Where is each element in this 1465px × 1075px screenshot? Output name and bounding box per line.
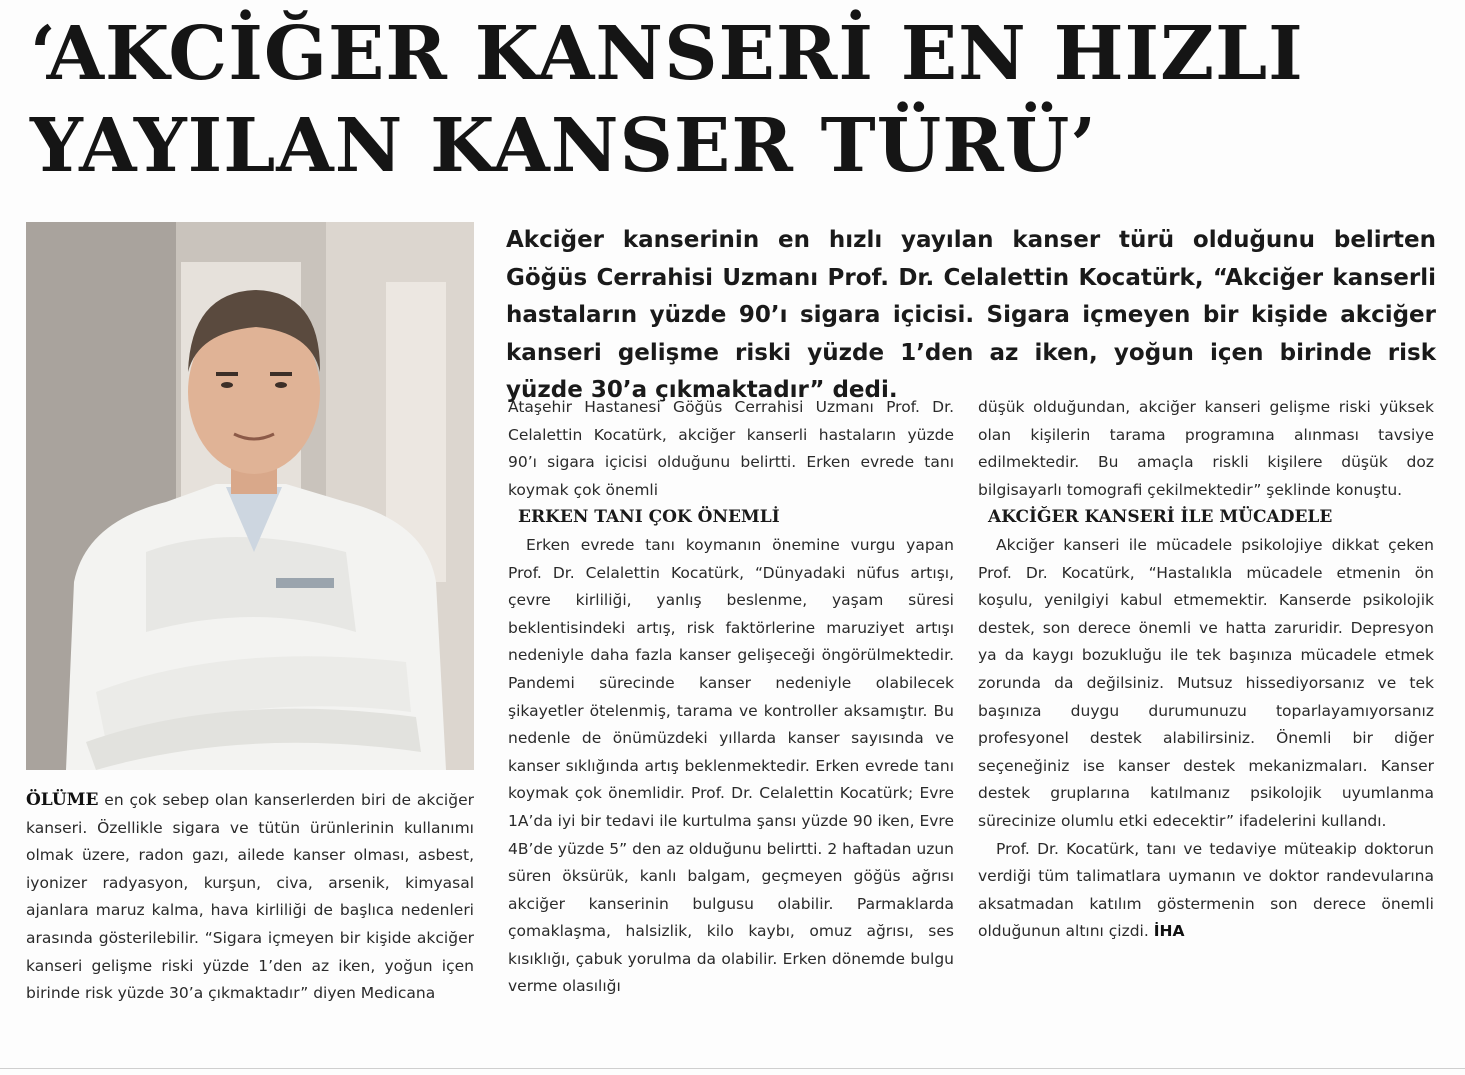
article-column-right (978, 394, 1434, 946)
paragraph: Ataşehir Hastanesi Göğüs Cerrahisi Uzmanı Prof. Dr. Celalettin Kocatürk, akciğer kanserli hastaların yüzde 90’ı sigara içicisi olduğunu belirtti. Erken evrede tanı koymak çok önemli (508, 398, 954, 499)
lead-paragraph: Akciğer kanserinin en hızlı yayılan kanser türü olduğunu belirten Göğüs Cerrahisi Uzmanı Prof. Dr. Celalettin Kocatürk, “Akciğer kanserli hastaların yüzde 90’ı sigara içicisi. Sigara içmeyen bir kişide akciğer kanseri gelişme riski yüzde 1’den az iken, yoğun içen birinde risk yüzde 30’a çıkmaktadır” dedi. (506, 227, 1436, 403)
left-column-text: en çok sebep olan kanserlerden biri de akciğer kanseri. Özellikle sigara ve tütün ürünlerinin kullanımı olmak üzere, radon gazı, ailede kanser olması, asbest, iyonizer radyasyon, kurşun, civa, arsenik, kimyasal ajanlara maruz kalma, hava kirliliği de başlıca nedenleri arasında gösterilebilir. “Sigara içmeyen bir kişide akciğer kanseri gelişme riski yüzde 1’den az iken, yoğun içen birinde risk yüzde 30’a çıkmaktadır” diyen Medicana (26, 791, 474, 1003)
headline-line-1: ‘AKCİĞER KANSERİ EN HIZLI (30, 11, 1304, 97)
headline (30, 8, 1440, 192)
doctor-portrait-photo (26, 222, 474, 770)
paragraph: Akciğer kanseri ile mücadele psikolojiye dikkat çeken Prof. Dr. Kocatürk, “Hastalıkla mücadele etmenin ön koşulu, yenilgiyi kabul etmemektir. Kanserde psikolojik destek, son derece önemli ve hatta zaruridir. Depresyon ya da kaygı bozukluğu ile tek başınıza mücadele etmek zorunda da değilsiniz. Mutsuz hissediyorsanız ve tek başınıza duygu durumunuzu toparlayamıyorsanız profesyonel destek alabilirsiniz. Önemli bir diğer seçeneğiniz ise kanser destek mekanizmaları. Kanser destek gruplarına katılmanız psikolojik uyumlanma sürecinize olumlu etki edecektir” ifadelerini kullandı. (978, 535, 1434, 830)
paragraph: düşük olduğundan, akciğer kanseri gelişme riski yüksek olan kişilerin tarama programına alınması tavsiye edilmektedir. Bu amaçla riskli kişilere düşük doz bilgisayarlı tomografi çekilmektedir” şeklinde konuştu. (978, 398, 1434, 499)
paragraph: Prof. Dr. Kocatürk, tanı ve tedaviye müteakip doktorun verdiği tüm talimatlara uymanın ve doktor randevularına aksatmadan katılım göstermenin son derece önemli olduğunun altını çizdi. (978, 839, 1434, 941)
bottom-divider (0, 1068, 1465, 1069)
lead-word: ÖLÜME (26, 790, 99, 810)
subheading-early-diagnosis: ERKEN TANI ÇOK ÖNEMLİ (518, 507, 780, 528)
agency-credit: İHA (1153, 922, 1185, 941)
article-column-middle (508, 394, 954, 1001)
article-column-left (26, 787, 474, 1008)
paragraph: Erken evrede tanı koymanın önemine vurgu yapan Prof. Dr. Celalettin Kocatürk, “Dünyadaki nüfus artışı, çevre kirliliği, yanlış beslenme, yaşam süresi beklentisindeki artış, risk faktörlerine maruziyet artışı nedeniyle daha fazla kanser gelişeceği öngörülmektedir. Pandemi sürecinde kanser nedeniyle olabilecek şikayetler ötelenmiş, tarama ve kontroller aksamıştır. Bu nedenle de önümüzdeki yıllarda kanser sayısında ve kanser sıklığında artış beklenmektedir. Erken evrede tanı koymak çok önemlidir. Prof. Dr. Celalettin Kocatürk; Evre 1A’da iyi bir tedavi ile kurtulma şansı yüzde 90 iken, Evre 4B’de yüzde 5” den az olduğunu belirtti. 2 haftadan uzun süren öksürük, kanlı balgam, geçmeyen göğüs ağrısı akciğer kanserinin bulgusu olabilir. Parmaklarda çomaklaşma, halsizlik, kilo kaybı, omuz ağrısı, ses kısıklığı, çabuk yorulma da olabilir. Erken dönemde bulgu verme olasılığı (508, 535, 954, 996)
headline-line-2: YAYILAN KANSER TÜRÜ’ (30, 103, 1097, 189)
subheading-fight-cancer: AKCİĞER KANSERİ İLE MÜCADELE (988, 507, 1333, 528)
